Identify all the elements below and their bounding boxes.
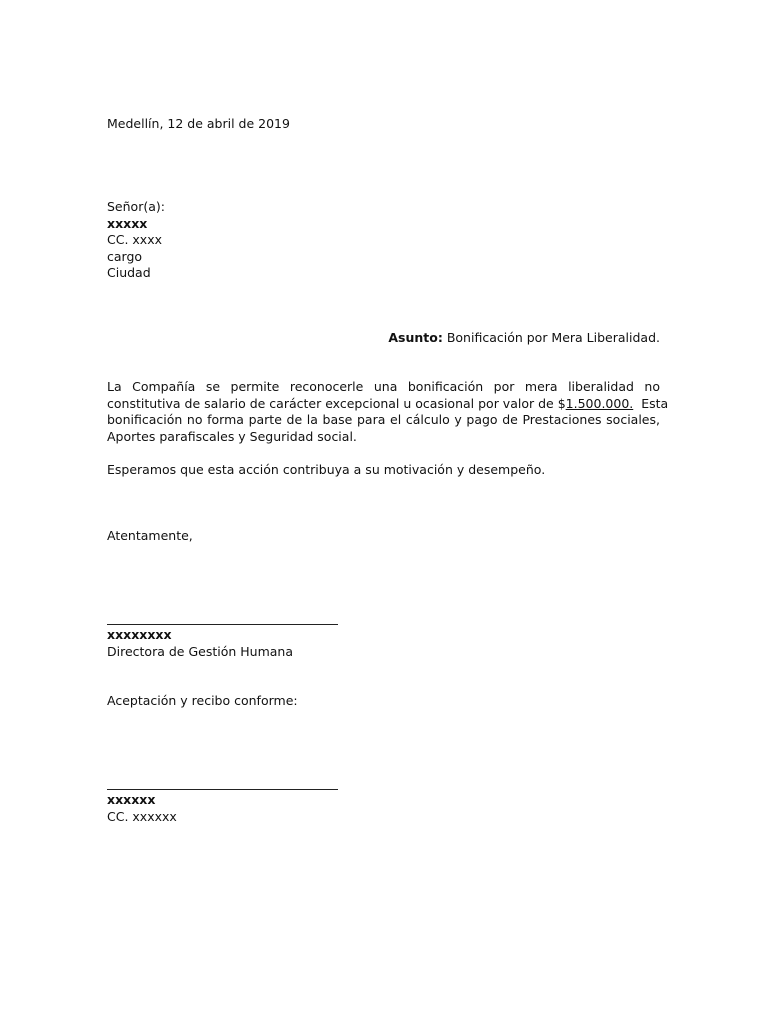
body-paragraph (107, 379, 669, 445)
body-line-2-post: Esta (633, 395, 669, 411)
body-line-1: La Compañía se permite reconocerle una bonificación por mera liberalidad no (107, 379, 660, 394)
subject-label: Asunto: (388, 330, 443, 345)
signature-block-1 (107, 627, 660, 660)
subject-line (107, 330, 660, 347)
body-line-2 (107, 395, 669, 413)
signature-line-1 (107, 624, 338, 625)
signature-block-2 (107, 792, 660, 825)
recipient-id: CC. xxxx (107, 232, 162, 247)
acceptance-text: Aceptación y recibo conforme: (107, 693, 298, 708)
recipient-name: xxxxx (107, 215, 148, 231)
closing-text: Atentamente, (107, 528, 193, 543)
signer-name: xxxxxxxx (107, 627, 172, 642)
date-line (107, 116, 660, 133)
date-text: Medellín, 12 de abril de 2019 (107, 116, 290, 131)
closing-salutation (107, 528, 660, 545)
recipient-position: cargo (107, 248, 143, 264)
bonus-amount: 1.500.000. (565, 395, 634, 411)
recipient-city: Ciudad (107, 265, 151, 280)
signer-title: Directora de Gestión Humana (107, 643, 293, 659)
acceptor-name: xxxxxx (107, 792, 156, 807)
closing-paragraph-text: Esperamos que esta acción contribuya a su motivación y desempeño. (107, 462, 546, 477)
acceptor-id: CC. xxxxxx (107, 808, 177, 824)
acceptance-label (107, 693, 660, 710)
body-line-4: Aportes parafiscales y Seguridad social. (107, 428, 357, 444)
closing-paragraph (107, 462, 660, 479)
recipient-block (107, 199, 660, 282)
recipient-salutation: Señor(a): (107, 199, 165, 214)
subject-text: Bonificación por Mera Liberalidad. (446, 330, 660, 345)
body-line-2-pre: constitutiva de salario de carácter excepcional u ocasional por valor de $ (107, 395, 566, 411)
signature-line-2 (107, 789, 338, 790)
body-line-3: bonificación no forma parte de la base para el cálculo y pago de Prestaciones sociales, (107, 412, 660, 427)
